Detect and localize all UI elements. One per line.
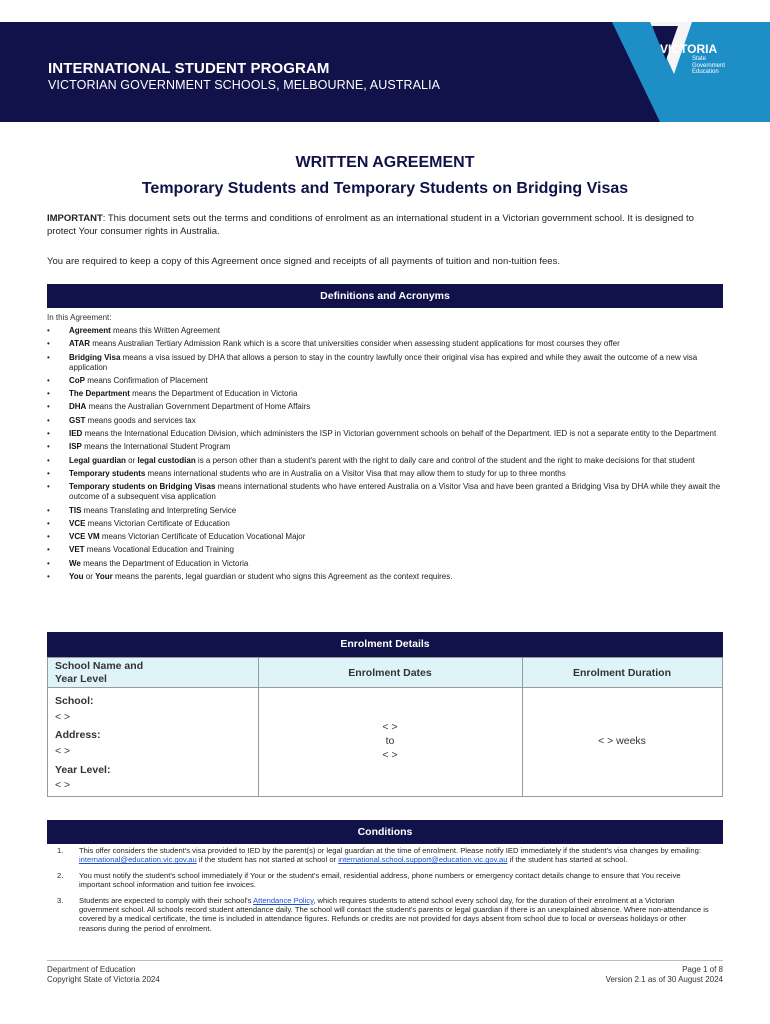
col-header-school: School Name and Year Level [55, 660, 144, 685]
program-title: INTERNATIONAL STUDENT PROGRAM [48, 60, 330, 77]
definition-term: ISP [69, 442, 82, 452]
header-banner [0, 22, 770, 122]
definition-term: We [69, 558, 81, 568]
definition-item [47, 353, 723, 373]
definition-text: means the Australian Government Department of Home Affairs [86, 402, 311, 412]
condition-item: 1. This offer considers the student's visa provided to IED by the parent(s) or legal guardian at the time of enrolment. Please notify IED immediately if the student's visa changes by emailing: international@education.vic.gov.au if the student has not started at school or international.school.support@education.vic.gov.au if the student has started at school. [57, 846, 701, 865]
definition-text: means Victorian Certificate of Education [85, 518, 230, 528]
definition-term: VET [69, 545, 85, 555]
definition-item [47, 519, 723, 529]
definitions-intro: In this Agreement: [47, 313, 112, 322]
keep-copy-notice: You are required to keep a copy of this Agreement once signed and receipts of all payments of tuition and non-tuition fees. [47, 256, 560, 267]
definition-term: You [69, 572, 84, 582]
victoria-triangle-icon [612, 22, 770, 122]
definition-item: • Legal guardian or legal custodian is a person other than a student's parent with the right to daily care and control of the student and the right to make decisions for that student [47, 456, 723, 466]
definition-term: GST [69, 415, 86, 425]
definition-text: means Vocational Education and Training [84, 545, 234, 555]
year-level-label: Year Level: [55, 764, 111, 776]
table-divider [48, 687, 722, 688]
definition-text: means the parents, legal guardian or student who signs this Agreement as the context requires. [112, 572, 453, 582]
victoria-logo-text: VICTORIA [660, 42, 718, 56]
enrolment-duration: < > weeks [598, 735, 646, 747]
definition-item [47, 326, 723, 336]
definition-item [47, 376, 723, 386]
important-label: IMPORTANT [47, 213, 103, 224]
conditions-heading: Conditions [47, 820, 723, 844]
year-level-value: < > [55, 779, 71, 791]
definition-term: Agreement [69, 326, 111, 335]
definition-term: Legal guardian [69, 455, 126, 465]
definition-text: is a person other than a student's parent with the right to daily care and control of the student and the right to make decisions for that student [195, 455, 695, 465]
col-header-duration: Enrolment Duration [572, 667, 671, 679]
definition-item [47, 389, 723, 399]
definition-term: Temporary students [69, 468, 146, 478]
program-subtitle: VICTORIAN GOVERNMENT SCHOOLS, MELBOURNE, AUSTRALIA [48, 78, 441, 92]
definition-text: means the International Student Program [81, 442, 231, 452]
definition-item: • You or Your means the parents, legal guardian or student who signs this Agreement as the context requires. [47, 572, 723, 582]
footer-dept: Department of Education [47, 965, 136, 974]
school-value: < > [55, 711, 71, 723]
definition-term: Bridging Visa [69, 352, 121, 362]
definition-term: CoP [69, 375, 85, 385]
important-notice [47, 212, 723, 238]
attendance-policy-link[interactable]: Attendance Policy [253, 895, 314, 905]
condition-item: 2. You must notify the student's school immediately if Your or the student's email, residential address, phone numbers or emergency contact details change to ensure that You receive important school information and tuition fee invoices. [57, 870, 681, 890]
enrolment-dates [258, 720, 522, 762]
important-text: : This document sets out the terms and conditions of enrolment as an international student in a Victorian government school. It is designed to protect Your consumer rights in Australia. [47, 213, 694, 237]
definition-term: legal custodian [137, 455, 196, 465]
definition-item [47, 416, 723, 426]
page-number: Page 1 of 8 [682, 965, 723, 974]
definition-term: TIS [69, 505, 82, 515]
enrolment-heading: Enrolment Details [47, 632, 723, 657]
definition-item [47, 506, 723, 516]
definition-item [47, 442, 723, 452]
page-title: WRITTEN AGREEMENT [295, 154, 475, 171]
address-value: < > [55, 745, 71, 757]
footer-copyright: Copyright State of Victoria 2024 [47, 975, 160, 984]
address-label: Address: [55, 729, 101, 741]
definition-term: ATAR [69, 339, 91, 349]
definition-item [47, 339, 723, 349]
definition-item [47, 559, 723, 569]
definition-term: IED [69, 429, 83, 439]
definition-item [47, 532, 723, 542]
date-start: < > [382, 721, 398, 733]
definition-term: VCE [69, 518, 86, 528]
victoria-logo-subtext: State Government Education [692, 56, 726, 75]
definition-text: means a visa issued by DHA that allows a person to stay in the country lawfully once their original visa has expired and while they await the outcome of a new visa application [69, 352, 698, 372]
definition-term: VCE VM [69, 532, 100, 542]
definition-text: means international students who are in Australia on a Visitor Visa that may allow them to study for up to three months [145, 468, 566, 478]
definition-item [47, 402, 723, 412]
definition-text: means Australian Tertiary Admission Rank which is a score that universities consider when assessing student applications for most courses they offer [90, 339, 620, 349]
definition-term: The Department [69, 389, 130, 399]
definition-text: means Translating and Interpreting Service [81, 505, 237, 515]
version-info: Version 2.1 as of 30 August 2024 [605, 975, 723, 984]
definition-text: means this Written Agreement [110, 326, 221, 335]
definition-item [47, 482, 723, 502]
definition-item [47, 469, 723, 479]
school-support-email-link[interactable]: international.school.support@education.vic.gov.au [338, 855, 508, 865]
definition-text: means international students who have entered Australia on a Visitor Visa and have been granted a Bridging Visa by DHA while they await the outcome of a subsequent visa application [69, 482, 721, 502]
enrolment-table [47, 657, 723, 797]
definition-text: means the Department of Education in Victoria [129, 389, 298, 399]
definition-text: means goods and services tax [85, 415, 196, 425]
conditions-list [47, 846, 723, 939]
footer-left [47, 965, 160, 985]
col-header-dates: Enrolment Dates [348, 667, 432, 679]
date-to: to [385, 735, 395, 747]
definition-text: means Victorian Certificate of Education Vocational Major [99, 532, 306, 542]
definition-term: Temporary students on Bridging Visas [69, 482, 216, 492]
definition-text: means Confirmation of Placement [85, 375, 208, 385]
date-end: < > [382, 749, 398, 761]
definition-term: Your [95, 572, 113, 582]
international-email-link[interactable]: international@education.vic.gov.au [79, 855, 197, 865]
school-label: School: [55, 695, 94, 707]
definition-item [47, 545, 723, 555]
footer-divider [47, 960, 723, 961]
footer-right [606, 965, 723, 985]
definition-text: means the International Education Division, which administers the ISP in Victorian government schools on behalf of the Department. IED is not a separate entity to the Department [82, 429, 717, 439]
definition-item [47, 429, 723, 439]
page-subtitle: Temporary Students and Temporary Students on Bridging Visas [141, 180, 629, 197]
condition-item: 3. Students are expected to comply with their school's Attendance Policy, which requires students to attend school every school day, for the duration of their enrolment at a Victorian government school. All schools record student attendance daily. The school will contact the student's parents or legal guardian if there is an unexplained absence. Where non-attendance is covered by a medical certificate, the time is included in attendance figures. Refunds or credits are not provided for days absent from school due to local or overseas holidays or other reasons during the period of enrolment. [57, 895, 709, 933]
definition-text: means the Department of Education in Victoria [80, 558, 249, 568]
definitions-heading: Definitions and Acronyms [47, 284, 723, 308]
definitions-list [47, 326, 723, 585]
definition-term: DHA [69, 402, 87, 412]
